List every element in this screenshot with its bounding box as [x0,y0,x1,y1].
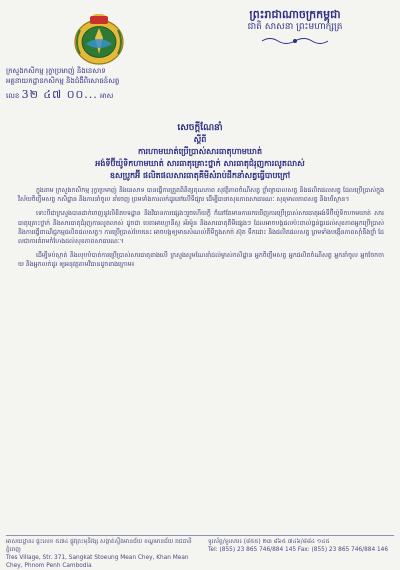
footer-contact [208,538,396,554]
footer-address-khmer: អាសយដ្ឋាន៖ ផ្ទះលេខ ៥៧៤ ផ្លូវព្រះមុនីវង្ស សង្កាត់ស្ទឹងមានជ័យ ខណ្ឌមានជ័យ រាជធានីភ្នំពេញ [6,539,192,553]
kingdom-header [200,8,390,46]
ministry-name [6,66,206,86]
footer-address [6,538,206,570]
document-body [18,186,384,275]
kingdom-motto: ជាតិ សាសនា ព្រះមហាក្សត្រ [247,22,343,32]
ministry-line-2: អគ្គនាយកដ្ឋានកសិកម្ម និងជំងឺពិសោធន៍សត្វ [6,77,120,85]
ministry-line-1: ក្រសួងកសិកម្ម រុក្ខាប្រមាញ់ និងនេសាទ [6,67,106,75]
body-paragraph: ដើម្បីទប់ស្កាត់ និងលុបបំបាត់ការប្រើប្រាស់សារធាតុខាងលើ ក្រសួងសូមណែនាំដល់ម្ចាស់កសិដ្ឋាន អ្នកចិញ្ចឹមសត្វ អ្នកផលិតចំណីសត្វ អ្នកនាំចូល អ្នកចែកចាយ និងអ្នកលក់ដូរ ឲ្យអនុវត្តតាមវិធានដូចខាងក្រោម៖ [18,252,384,269]
ministry-emblem [68,14,130,70]
footer-phone-khmer: ទូរស័ព្ទ/ទូរសារ៖ (៨៥៥) ២៣ ៨៦៥ ៧៤៦/៨៨៤ ១៤៥ [208,539,330,545]
title-line-2: ស្តីពី [193,135,207,144]
title-line-1: សេចក្តីណែនាំ [177,123,223,133]
title-line-5: ឧសប្រូកអ៊ី ផលិតផលសារធាតុគីមីសំរាប់ដឹកនាំសត្វធ្វើបាបក្រៅ [109,171,291,180]
body-paragraph: ទោះបីជាក្រសួងបានដាក់ចេញនូវលិខិតបទដ្ឋាន និងវិធានការផ្សេងៗរួចហើយក្តី ក៏នៅតែមានការរកឃើញការប្រើប្រាស់សារធាតុអង់ទីប៊ីយ៉ូទិកហាមឃាត់ សារធាតុគ្រោះថ្នាក់ និងសារធាតុជំរុញការលូតលាស់ ដូចជា បេតាអាហ្គោនីស្ត អ័រម៉ូន និងសារធាតុគីមីផ្សេងៗ ដែលអាចបង្កផលប៉ះពាល់ធ្ងន់ធ្ងរដល់សុខភាពអ្នកប្រើប្រាស់ និងការធ្វើពាណិជ្ជកម្មផលិតផលសត្វ។ ការប្រើប្រាស់បែបនេះ អាចបង្កឲ្យមានសំណល់គីមីក្នុងសាច់ ស៊ុត ទឹកដោះ និងផលិតផលសត្វ ព្រមទាំងបង្កើនភាពស៊ាំនឹងថ្នាំ ដែលជាការគំរាមកំហែងដល់សុខភាពសាធារណៈ។ [18,210,384,246]
footer-address-english: Tres Village, Str. 371, Sangkat Stoeung Mean Chey, Khan Mean Chey, Phnom Penh Cambodia [6,555,189,569]
title-line-4: អង់ទីប៊ីយ៉ូទិកហាមឃាត់ សារធាតុគ្រោះថ្នាក់ សារធាតុជំរុញការលូតលាស់ [95,159,305,168]
document-title [40,122,360,182]
reference-number [6,88,113,104]
footer-divider [6,535,394,536]
title-line-3: ការហាមឃាត់ប្រើប្រាស់សារធាតុហាមឃាត់ [137,147,263,156]
footer-phone-english: Tel: (855) 23 865 746/884 145 Fax: (855) 23 865 746/884 146 [208,547,389,553]
ref-prefix: លេខ [6,92,20,100]
ornament-flourish [260,36,330,46]
kingdom-title: ព្រះរាជាណាចក្រកម្ពុជា [249,8,341,21]
ref-number: 3២ ៤៧ ០០... [21,88,98,101]
ref-suffix: អាស [100,92,114,100]
body-paragraph: ក្នុងនាម ក្រសួងកសិកម្ម រុក្ខាប្រមាញ់ និងនេសាទ បានធ្វើការត្រួតពិនិត្យគុណភាព សុវត្ថិភាពចំណីសត្វ ថ្នាំព្យាបាលសត្វ និងផលិតផលសត្វ ដែលប្រើប្រាស់ក្នុងវិស័យចិញ្ចឹមសត្វ កសិដ្ឋាន និងការនាំចូល នាំចេញ ព្រមទាំងការលក់ដូរនៅលើទីផ្សារ ដើម្បីធានាសុខភាពសាធារណៈ សុខុមាលភាពសត្វ និងបរិស្ថាន។ [18,187,384,204]
